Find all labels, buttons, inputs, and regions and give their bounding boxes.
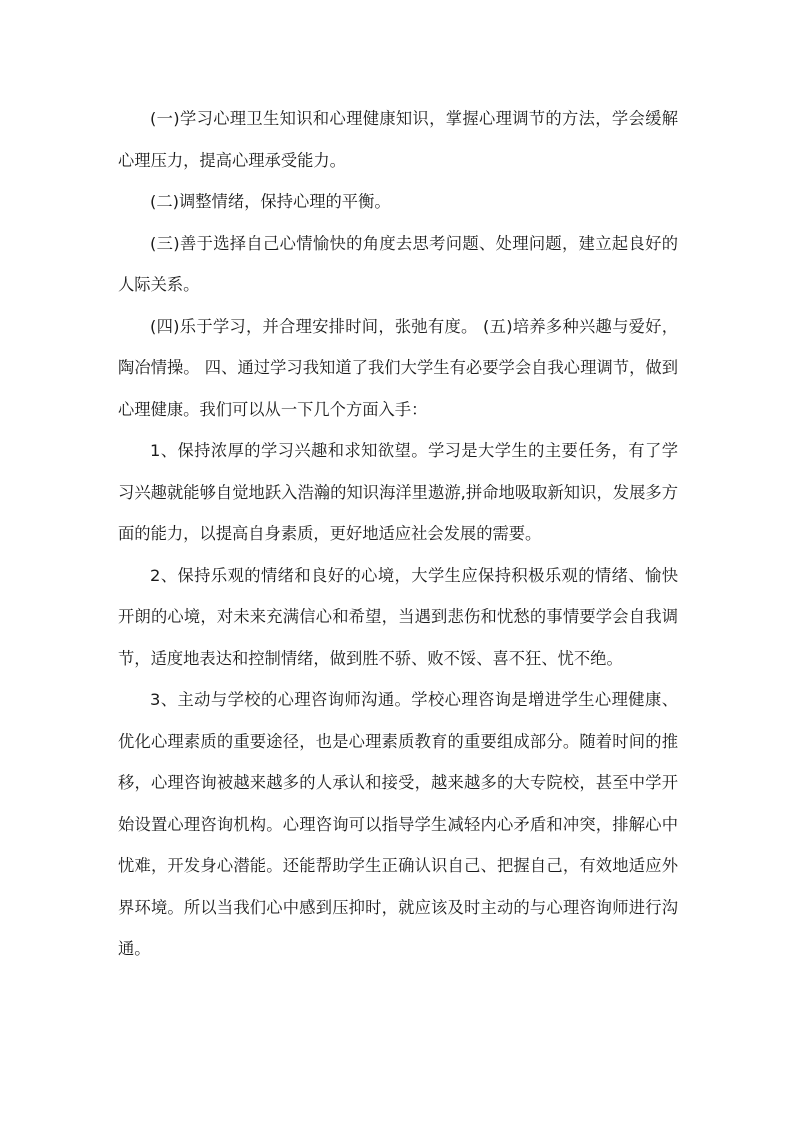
- paragraph-5: 1、保持浓厚的学习兴趣和求知欲望。学习是大学生的主要任务，有了学习兴趣就能够自觉地跃入浩瀚的知识海洋里遨游,拼命地吸取新知识，发展多方面的能力，以提高自身素质，更好地适应社会发展的需要。: [118, 441, 678, 543]
- paragraph-6: 2、保持乐观的情绪和良好的心境，大学生应保持积极乐观的情绪、愉快开朗的心境，对未来充满信心和希望，当遇到悲伤和忧愁的事情要学会自我调节，适度地表达和控制情绪，做到胜不骄、败不馁、喜不狂、忧不绝。: [118, 565, 678, 668]
- paragraph-4: (四)乐于学习，并合理安排时间，张弛有度。 (五)培养多种兴趣与爱好，陶冶情操。 四、通过学习我知道了我们大学生有必要学会自我心理调节，做到心理健康。我们可以从一下几个方面入手：: [118, 316, 678, 419]
- document-body: [118, 98, 678, 970]
- paragraph-3: (三)善于选择自己心情愉快的角度去思考问题、处理问题，建立起良好的人际关系。: [118, 233, 678, 294]
- paragraph-1: (一)学习心理卫生知识和心理健康知识，掌握心理调节的方法，学会缓解心理压力，提高心理承受能力。: [118, 109, 678, 170]
- paragraph-2: (二)调整情绪，保持心理的平衡。: [150, 192, 391, 211]
- paragraph-7: 3、主动与学校的心理咨询师沟通。学校心理咨询是增进学生心理健康、优化心理素质的重要途径，也是心理素质教育的重要组成部分。随着时间的推移，心理咨询被越来越多的人承认和接受，越来越多的大专院校，甚至中学开始设置心理咨询机构。心理咨询可以指导学生减轻内心矛盾和冲突，排解心中忧难，开发身心潜能。还能帮助学生正确认识自己、把握自己，有效地适应外界环境。所以当我们心中感到压抑时，就应该及时主动的与心理咨询师进行沟通。: [118, 690, 678, 958]
